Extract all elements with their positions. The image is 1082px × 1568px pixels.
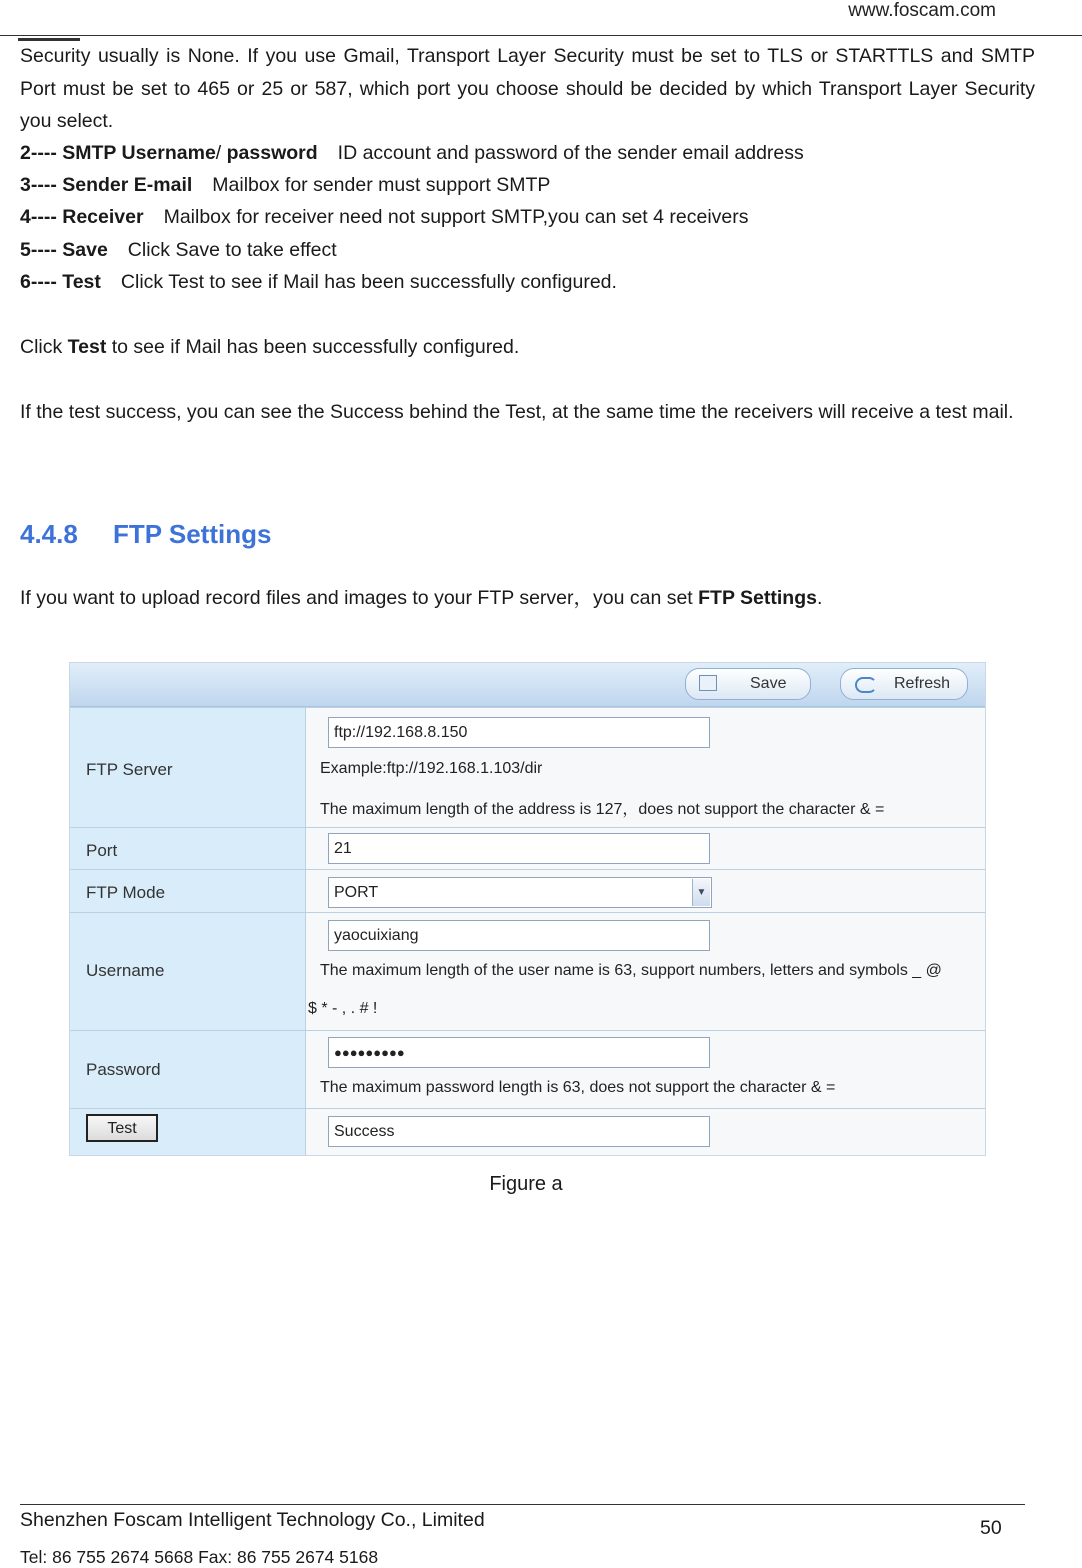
figure-caption: Figure a: [489, 1173, 563, 1195]
ftp-server-note: The maximum length of the address is 127，does not support the character & =: [320, 801, 885, 818]
section-number: 4.4.8: [20, 519, 78, 549]
test-result-field: Success: [328, 1116, 710, 1147]
port-row: [70, 827, 985, 870]
refresh-button[interactable]: [840, 668, 968, 700]
password-label: Password: [86, 1060, 161, 1079]
section-intro: [20, 582, 1035, 615]
port-input[interactable]: 21: [328, 833, 710, 864]
item-term-2: password: [226, 142, 318, 164]
username-note: The maximum length of the user name is 63, support numbers, letters and symbols _ @: [320, 962, 942, 979]
item-term: Sender E-mail: [62, 174, 193, 196]
intro-paragraph: Security usually is None. If you use Gmail, Transport Layer Security must be set to TLS or STARTTLS and SMTP Port must be set to 465 or 25 or 587, which port you choose should be decided by which Transport Layer Security you select.: [20, 45, 1035, 132]
item-key: 3----: [20, 174, 63, 196]
item-term: Receiver: [62, 206, 144, 228]
success-paragraph: If the test success, you can see the Success behind the Test, at the same time the receivers will receive a test mail.: [20, 401, 1014, 423]
refresh-label: Refresh: [894, 675, 951, 692]
click-test-paragraph: [20, 331, 1035, 364]
item-term: SMTP Username: [62, 142, 216, 164]
text-pre: If you want to upload record files and images to your FTP server，you can set: [20, 587, 699, 609]
ftp-settings-panel: [69, 662, 986, 1156]
text-pre: Click: [20, 336, 68, 358]
toolbar: [70, 663, 985, 707]
password-note: The maximum password length is 63, does not support the character & =: [320, 1079, 836, 1096]
username-input[interactable]: yaocuixiang: [328, 920, 710, 951]
ftp-mode-select[interactable]: [328, 877, 712, 908]
username-row: [70, 912, 985, 1031]
item-key: 6----: [20, 271, 63, 293]
text-post: to see if Mail has been successfully configured.: [106, 336, 520, 358]
footer-company: Shenzhen Foscam Intelligent Technology Co., Limited: [20, 1509, 485, 1531]
page-number: 50: [980, 1517, 1002, 1539]
text-bold: FTP Settings: [698, 587, 817, 609]
item-key: 2----: [20, 142, 63, 164]
item-desc: Mailbox for sender must support SMTP: [212, 174, 551, 196]
footer-tel: Tel: 86 755 2674 5668 Fax: 86 755 2674 5168: [20, 1547, 379, 1567]
item-key: 5----: [20, 239, 63, 261]
username-label: Username: [86, 961, 165, 980]
ftp-server-label: FTP Server: [86, 760, 173, 779]
ftp-mode-label: FTP Mode: [86, 883, 166, 902]
text-bold: Test: [67, 336, 107, 358]
section-title: FTP Settings: [113, 519, 272, 549]
text-post: .: [816, 587, 823, 609]
ftp-server-row: [70, 707, 985, 828]
item-desc: Mailbox for receiver need not support SMTP,you can set 4 receivers: [163, 206, 749, 228]
save-icon: [699, 675, 717, 691]
item-key: 4----: [20, 206, 63, 228]
header-rule: [0, 35, 1082, 36]
item-term: Save: [62, 239, 108, 261]
item-test: [20, 266, 1035, 299]
item-receiver: [20, 201, 1035, 234]
username-note-cont: $ * - , . # !: [308, 1000, 378, 1017]
ftp-mode-row: [70, 869, 985, 913]
footer-rule: [20, 1504, 1025, 1505]
header-url: www.foscam.com: [848, 0, 996, 21]
item-desc: Click Test to see if Mail has been successfully configured.: [120, 271, 617, 293]
password-row: [70, 1030, 985, 1109]
save-button[interactable]: [685, 668, 811, 700]
chevron-down-icon[interactable]: ▼: [692, 879, 710, 906]
item-smtp-username: [20, 137, 1035, 170]
item-term: Test: [62, 271, 101, 293]
ftp-server-example: Example:ftp://192.168.1.103/dir: [320, 760, 543, 777]
test-button[interactable]: Test: [86, 1114, 158, 1142]
password-input[interactable]: ●●●●●●●●●: [328, 1037, 710, 1068]
ftp-mode-value: PORT: [334, 884, 379, 901]
item-sender-email: [20, 169, 1035, 202]
item-sep: /: [215, 142, 227, 164]
item-save: [20, 234, 1035, 267]
item-desc: ID account and password of the sender email address: [337, 142, 804, 164]
port-label: Port: [86, 841, 118, 860]
test-row: [70, 1108, 985, 1156]
section-heading: [20, 519, 271, 550]
ftp-server-input[interactable]: ftp://192.168.8.150: [328, 717, 710, 748]
refresh-icon: [855, 677, 877, 693]
save-label: Save: [750, 675, 787, 692]
item-desc: Click Save to take effect: [127, 239, 337, 261]
